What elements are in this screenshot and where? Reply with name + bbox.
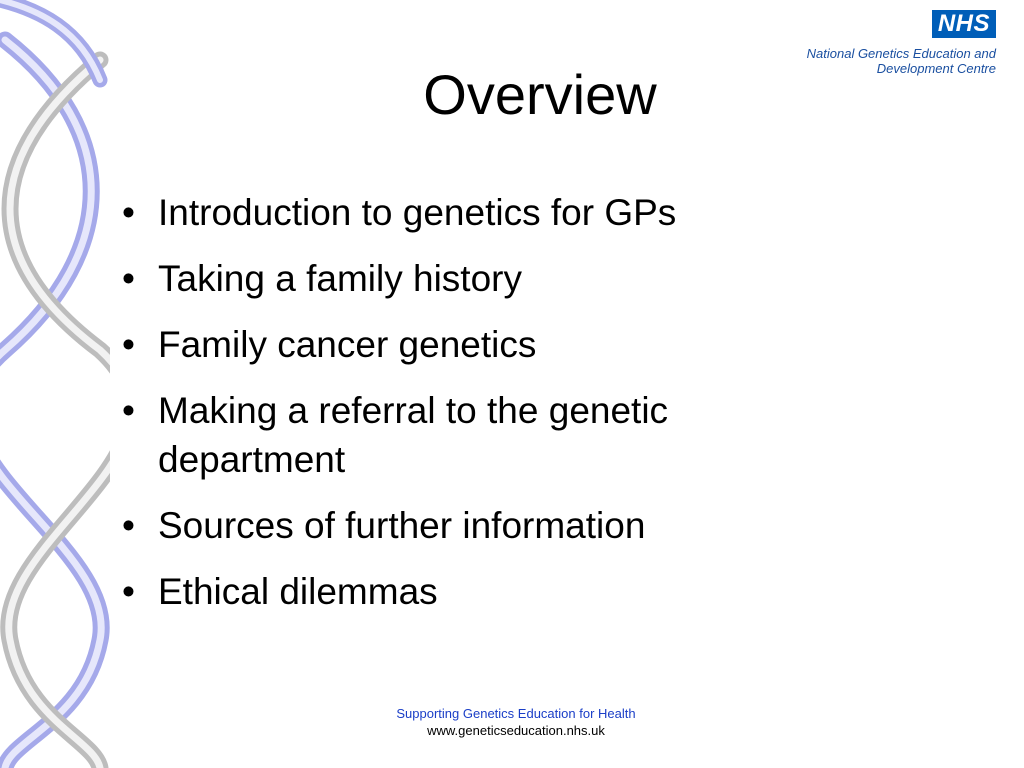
bullet-item [118, 386, 838, 484]
bullet-text: Family cancer genetics [158, 324, 537, 365]
org-name-line-1: National Genetics Education and [806, 46, 996, 61]
footer [316, 705, 716, 739]
bullet-text: Introduction to genetics for GPs [158, 192, 677, 233]
bullet-text: Taking a family history [158, 258, 522, 299]
dna-helix-icon [0, 0, 110, 768]
bullet-icon: • [122, 324, 135, 365]
bullet-text: Ethical dilemmas [158, 571, 438, 612]
bullet-text: Sources of further information [158, 505, 646, 546]
bullet-icon: • [122, 505, 135, 546]
footer-url: www.geneticseducation.nhs.uk [427, 723, 605, 738]
org-name-line-2: Development Centre [876, 61, 996, 76]
bullet-icon: • [122, 192, 135, 233]
bullet-item [118, 188, 838, 237]
bullet-item [118, 254, 838, 303]
bullet-text: Making a referral to the genetic department [158, 390, 669, 480]
bullet-icon: • [122, 571, 135, 612]
slide-title: Overview [423, 63, 657, 126]
nhs-badge: NHS [932, 10, 996, 38]
bullet-item [118, 320, 838, 369]
bullet-item [118, 567, 838, 616]
footer-tagline: Supporting Genetics Education for Health [396, 706, 636, 721]
bullet-list [118, 188, 838, 633]
bullet-item [118, 501, 838, 550]
bullet-icon: • [122, 390, 135, 431]
bullet-icon: • [122, 258, 135, 299]
